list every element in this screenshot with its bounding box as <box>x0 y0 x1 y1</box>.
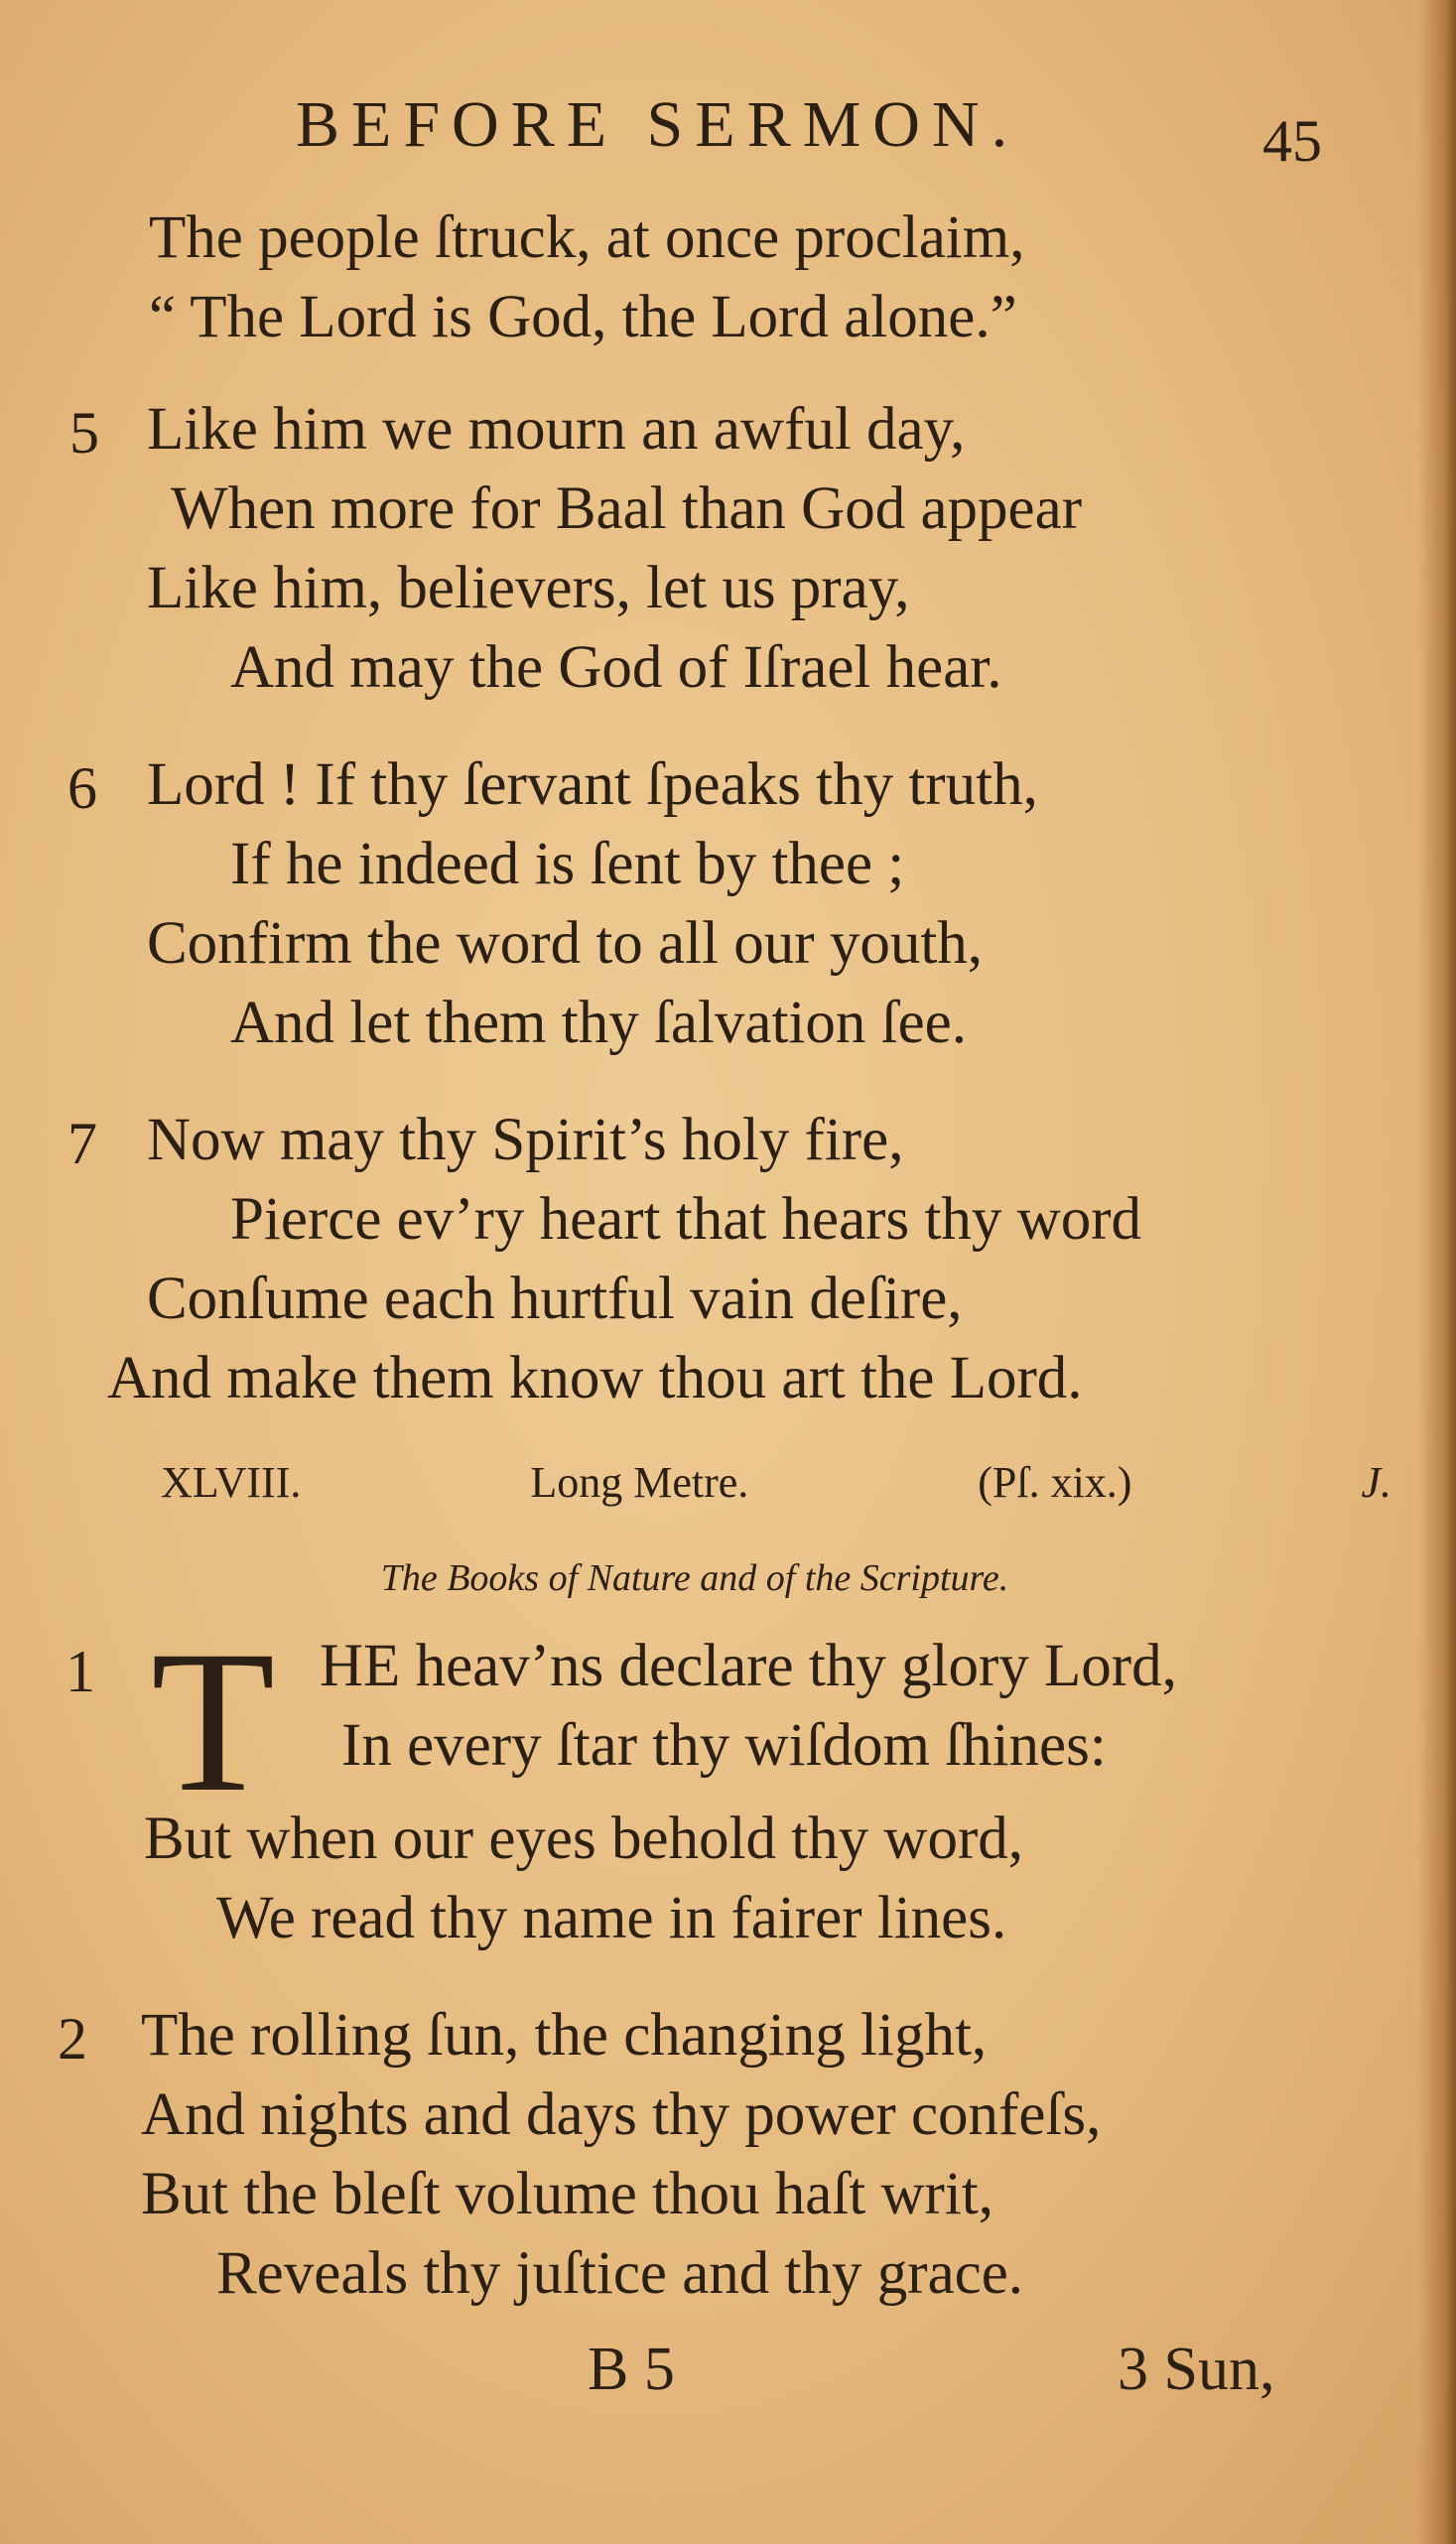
hymn-metre: Long Metre. <box>530 1458 749 1507</box>
verse-line: When more for Baal than God appear <box>171 475 1083 542</box>
verse-line: The rolling ſun, the changing light, <box>141 2002 988 2069</box>
verse-line: But the bleſt volume thou haſt writ, <box>141 2161 993 2227</box>
verse-line: But when our eyes behold thy word, <box>144 1806 1024 1872</box>
verse-line: And let them thy ſalvation ſee. <box>230 990 967 1056</box>
verse-number: 6 <box>67 755 97 821</box>
verse-line: In every ſtar thy wiſdom ſhines: <box>341 1712 1107 1779</box>
verse-line: Confirm the word to all our youth, <box>147 910 984 977</box>
verse-line: Now may thy Spirit’s holy fire, <box>147 1107 904 1173</box>
verse-line: Like him we mourn an awful day, <box>147 396 966 463</box>
verse-line: “ The Lord is God, the Lord alone.” <box>149 284 1017 350</box>
verse-line: The people ſtruck, at once proclaim, <box>149 204 1025 271</box>
verse-line: Lord ! If thy ſervant ſpeaks thy truth, <box>147 751 1038 818</box>
page-number: 45 <box>1262 108 1322 174</box>
running-title: BEFORE SERMON. <box>296 88 1020 161</box>
hymn-heading <box>161 1457 1391 1508</box>
verse-number: 2 <box>58 2006 87 2072</box>
verse-line: We read thy name in fairer lines. <box>216 1885 1007 1951</box>
verse-line: And make them know thou art the Lord. <box>107 1345 1083 1411</box>
hymn-psalm-reference: (Pſ. xix.) <box>978 1458 1132 1507</box>
verse-line: Pierce ev’ry heart that hears thy word <box>230 1186 1142 1253</box>
verse-line: Reveals thy juſtice and thy grace. <box>216 2240 1024 2307</box>
drop-cap: T <box>151 1609 276 1834</box>
page-edge-shadow <box>1418 0 1456 2544</box>
verse-number: 5 <box>69 400 99 466</box>
verse-line: HE heav’ns declare thy glory Lord, <box>320 1633 1177 1699</box>
verse-line: Conſume each hurtful vain deſire, <box>147 1266 963 1332</box>
catchword: 3 Sun, <box>1118 2336 1275 2403</box>
verse-line: Like him, believers, let us pray, <box>147 555 910 621</box>
signature-mark: B 5 <box>588 2336 675 2403</box>
verse-number: 7 <box>67 1111 97 1176</box>
verse-line: And nights and days thy power confeſs, <box>141 2081 1102 2148</box>
hymn-number: XLVIII. <box>161 1458 302 1507</box>
verse-line: And may the God of Iſrael hear. <box>230 634 1002 701</box>
verse-line: If he indeed is ſent by thee ; <box>230 831 905 897</box>
verse-number: 1 <box>66 1639 95 1704</box>
hymn-author-initial: J. <box>1361 1458 1391 1507</box>
hymn-subtitle: The Books of Nature and of the Scripture. <box>380 1557 1009 1599</box>
